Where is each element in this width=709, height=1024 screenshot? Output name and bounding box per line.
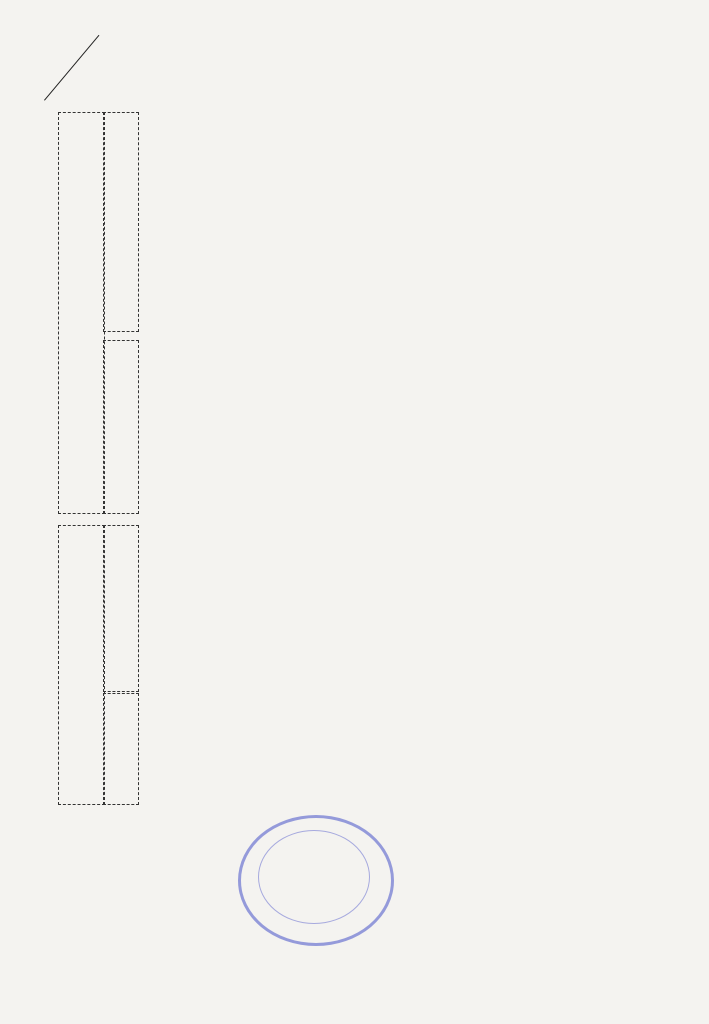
inputs-box [58,112,105,514]
other-box [103,693,139,805]
pen-mark [44,35,99,101]
labour-box [103,112,139,332]
timber-box [103,525,139,692]
returns-box [58,525,105,805]
capital-box [103,340,139,514]
official-stamp-inner [258,830,370,924]
